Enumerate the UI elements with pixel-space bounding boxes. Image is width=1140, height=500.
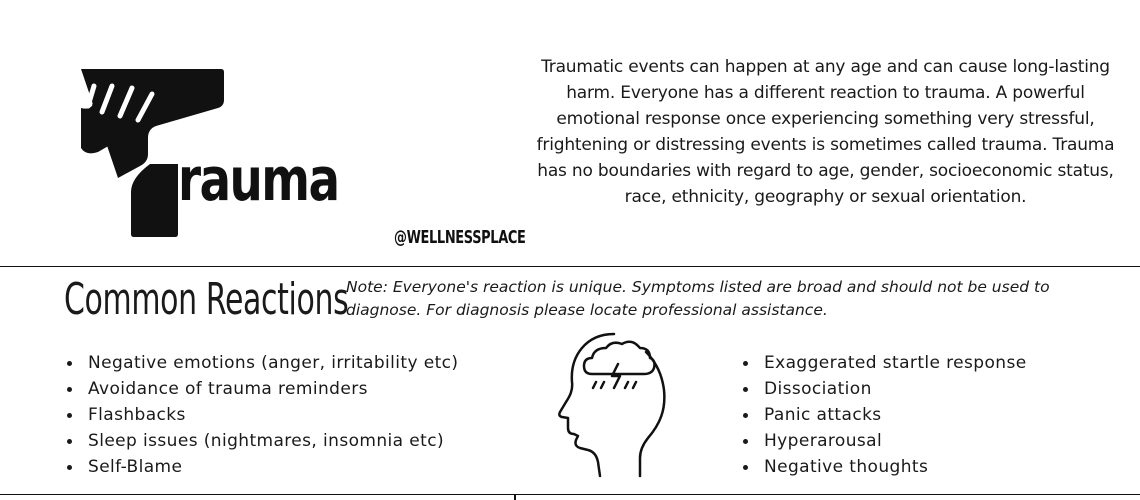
list-item: Self-Blame	[64, 454, 458, 480]
list-item: Negative thoughts	[740, 454, 1027, 480]
list-item: Flashbacks	[64, 402, 458, 428]
divider-tick	[514, 494, 516, 500]
intro-paragraph: Traumatic events can happen at any age and can cause long-lasting harm. Everyone has a different reaction to trauma. A powerful emotional response once experiencing something very stressful, frightening or distressing events is sometimes called trauma. Trauma has no boundaries with regard to age, gender, socioeconomic status, race, ethnicity, geography or sexual orientation.	[536, 57, 1115, 207]
head-storm-cloud-icon	[556, 330, 676, 478]
list-item: Exaggerated startle response	[740, 350, 1027, 376]
list-item: Sleep issues (nightmares, insomnia etc)	[64, 428, 458, 454]
divider-top	[0, 266, 1140, 267]
reactions-list-left	[64, 350, 458, 480]
list-item: Negative emotions (anger, irritability etc)	[64, 350, 458, 376]
logo-wordmark: rauma	[178, 145, 339, 215]
list-item: Avoidance of trauma reminders	[64, 376, 458, 402]
section-title: Common Reactions	[64, 274, 349, 325]
list-item: Hyperarousal	[740, 428, 1027, 454]
list-item: Panic attacks	[740, 402, 1027, 428]
reactions-list-right	[740, 350, 1027, 480]
social-handle: @WELLNESSPLACE	[394, 227, 526, 248]
divider-bottom	[0, 494, 1140, 495]
list-item: Dissociation	[740, 376, 1027, 402]
disclaimer-note: Note: Everyone's reaction is unique. Symptoms listed are broad and should not be used to diagnose. For diagnosis please locate professional assistance.	[346, 278, 1050, 319]
